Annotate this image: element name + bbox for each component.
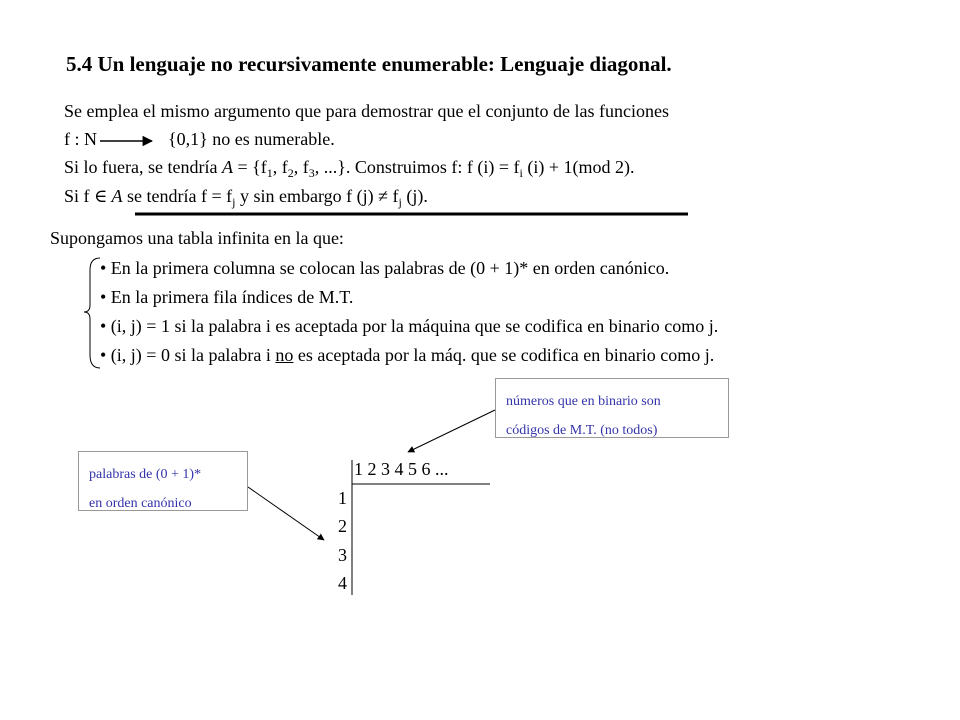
table-intro: Supongamos una tabla infinita en la que: — [50, 228, 344, 248]
function-domain: f : N — [64, 129, 97, 149]
arrow-to-rows — [248, 487, 324, 540]
table-row-label-4: 4 — [338, 573, 347, 593]
note-tm-codes: números que en binario son códigos de M.T. (no todos) — [495, 378, 729, 438]
table-row-label-1: 1 — [338, 488, 347, 508]
intro-line-3: Si lo fuera, se tendría $A = \{f_1$, $f_2$, $f_3$, ...}. Construimos f: f $(i) = f_i$ (i) + 1(mod 2). — [64, 157, 635, 180]
bullet-3: • (i, j) = 1 si la palabra i es aceptada por la máquina que se codifica en binario como j. — [100, 316, 719, 336]
page-title: 5.4 Un lenguaje no recursivamente enumerable: Lenguaje diagonal. — [66, 52, 672, 76]
intro-line-1: Se emplea el mismo argumento que para demostrar que el conjunto de las funciones — [64, 101, 669, 121]
not-equal-symbol: ≠ — [378, 186, 388, 206]
bullet-brace — [84, 258, 100, 368]
table-row-label-3: 3 — [338, 545, 347, 565]
table-row-label-2: 2 — [338, 516, 347, 536]
element-of-symbol: ∈ — [94, 186, 108, 206]
table-header-row: 1 2 3 4 5 6 ... — [354, 459, 449, 479]
note-canonical-words: palabras de (0 + 1)* en orden canónico — [78, 451, 248, 511]
bullet-2: • En la primera fila índices de M.T. — [100, 287, 354, 307]
intro-line-4: Si f ∈ A se tendría $f = f_j$ y sin embargo f $(j) \ne f_j$ (j). — [64, 186, 428, 209]
arrow-to-header — [408, 410, 495, 452]
bullet-1: • En la primera columna se colocan las palabras de (0 + 1)* en orden canónico. — [100, 258, 670, 278]
bullet-4: • (i, j) = 0 si la palabra i no es aceptada por la máq. que se codifica en binario como j. — [100, 345, 715, 365]
function-codomain: {0,1} no es numerable. — [168, 129, 335, 149]
